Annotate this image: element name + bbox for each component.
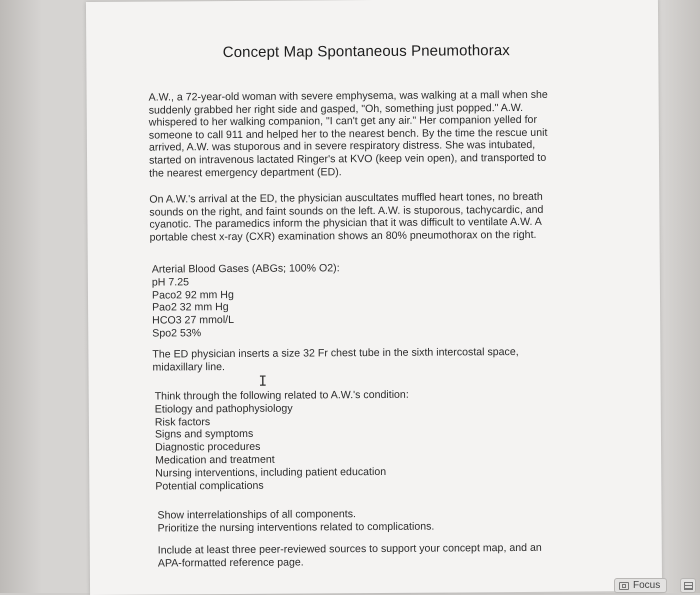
focus-button[interactable] [614,578,667,593]
list-item: Risk factors [154,415,211,429]
instructions-section [157,507,587,536]
sources-section [158,542,588,571]
text-line: cyanotic. The paramedics inform the physician that it was difficult to ventilate A.W. A [149,216,542,231]
page-layout-icon [684,582,693,590]
focus-icon [619,582,629,590]
text-line: The ED physician inserts a size 32 Fr chest tube in the sixth intercostal space, [152,345,519,361]
text-line: APA-formatted reference page. [157,556,304,570]
text-line: portable chest x-ray (CXR) examination shows an 80% pneumothorax on the right. [149,228,537,244]
think-through-section [155,388,586,493]
instruction-line: Prioritize the nursing interventions related to complications. [157,520,435,535]
abg-section [152,261,583,341]
list-item: Nursing interventions, including patient education [155,465,387,480]
chest-tube-paragraph [152,346,582,375]
text-cursor-icon: I [258,373,268,390]
text-line: suddenly grabbed her right side and gasped, "Oh, something just popped." A.W. [148,101,524,117]
list-item: Diagnostic procedures [155,440,261,454]
focus-label: Focus [633,579,661,591]
abg-value: Pao2 32 mm Hg [152,301,229,314]
text-line: started on intravenous lactated Ringer's at KVO (keep vein open), and transported to [149,151,547,167]
instruction-line: Show interrelationships of all components. [157,508,357,522]
abg-value: Spo2 53% [152,327,202,340]
text-line: someone to call 911 and helped her to the nearest bench. By the time the rescue unit [148,126,548,142]
list-item: Potential complications [155,479,264,493]
list-item: Etiology and pathophysiology [154,402,293,416]
text-line: whispered to her walking companion, "I can't get any air." Her companion yelled for [148,114,538,129]
list-item: Signs and symptoms [154,428,254,441]
text-line: A.W., a 72-year-old woman with severe emphysema, was walking at a mall when she [148,88,548,104]
document-page [86,0,662,595]
think-through-heading: Think through the following related to A.W.'s condition: [154,388,409,403]
text-line: arrived, A.W. was stuporous and in severe respiratory distress. She was intubated, [148,139,536,154]
text-line: Include at least three peer-reviewed sources to support your concept map, and an [157,541,542,557]
text-line: the nearest emergency department (ED). [149,165,342,180]
abg-value: pH 7.25 [151,276,190,289]
text-line: sounds on the right, and faint sounds on the left. A.W. is stuporous, tachycardic, and [149,203,544,219]
case-paragraph [149,88,590,179]
abg-value: Paco2 92 mm Hg [151,288,234,302]
text-line: On A.W.'s arrival at the ED, the physician auscultates muffled heart tones, no breath [149,190,543,206]
list-item: Medication and treatment [155,453,275,467]
document-title: Concept Map Spontaneous Pneumothorax [222,42,510,62]
ed-paragraph [149,190,589,243]
abg-value: HCO3 27 mmol/L [152,314,235,327]
text-line: midaxillary line. [152,360,225,374]
abg-heading: Arterial Blood Gases (ABGs; 100% O2): [151,262,340,276]
page-layout-button[interactable] [680,578,696,593]
